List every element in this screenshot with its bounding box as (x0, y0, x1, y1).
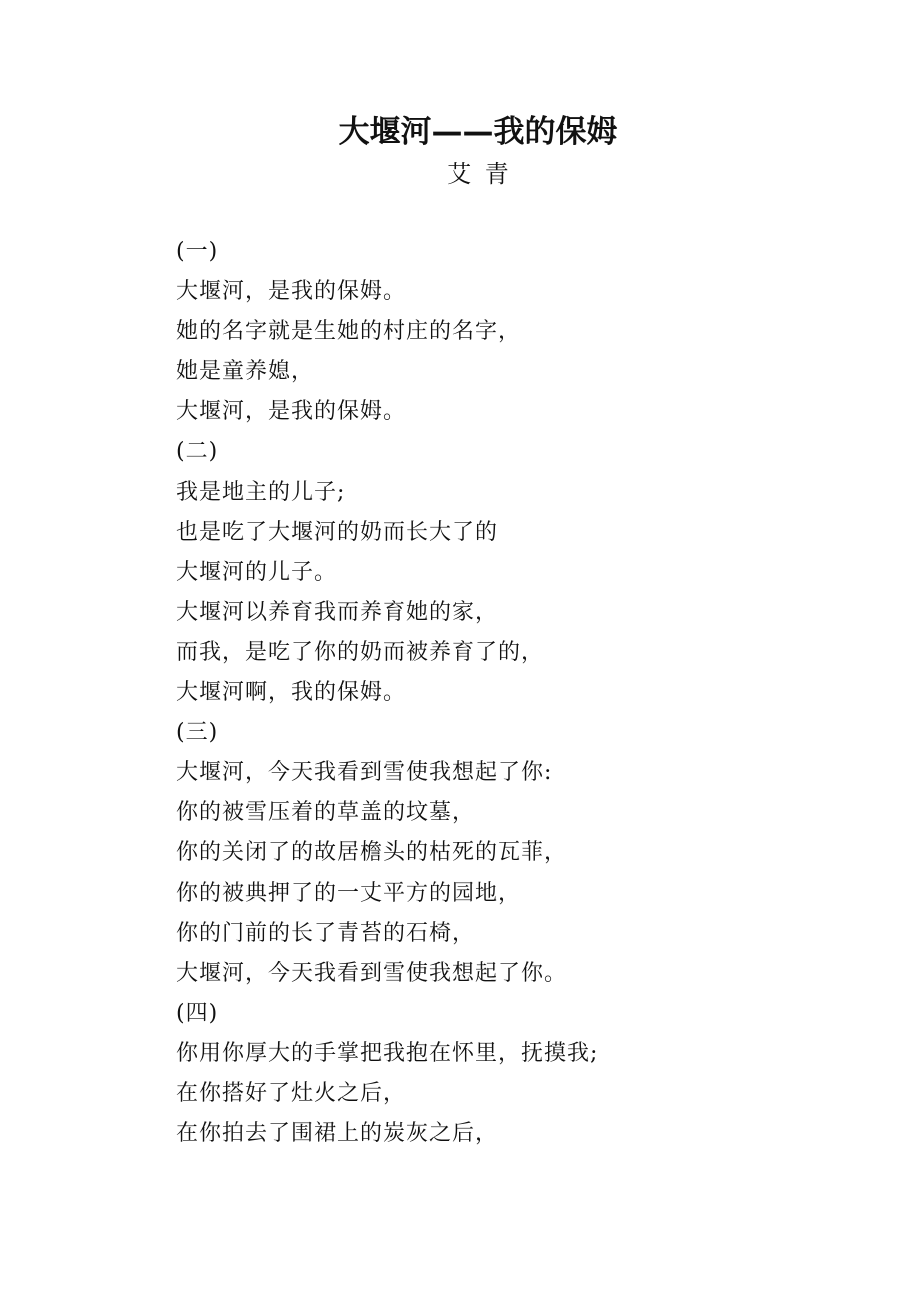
poem-line: 她是童养媳， (176, 359, 315, 385)
poem-line: 你的门前的长了青苔的石椅， (176, 920, 476, 946)
poem-line: 你的关闭了的故居檐头的枯死的瓦菲， (176, 840, 568, 866)
section-heading: (二) (176, 439, 219, 465)
poem-line: 大堰河啊，我的保姆。 (176, 680, 407, 706)
section-heading: (三) (176, 720, 219, 746)
poem-line: 大堰河，是我的保姆。 (176, 279, 407, 305)
poem-line: 你用你厚大的手掌把我抱在怀里，抚摸我; (176, 1040, 599, 1066)
section-heading: (一) (176, 239, 219, 264)
poem-line: 我是地主的儿子; (176, 479, 346, 505)
poem-line: 大堰河，今天我看到雪使我想起了你: (176, 760, 553, 786)
poem-author: 艾 青 (447, 160, 509, 188)
poem-line: 大堰河的儿子。 (176, 559, 338, 585)
poem-line: 大堰河，是我的保姆。 (176, 399, 407, 425)
poem-line: 大堰河，今天我看到雪使我想起了你。 (176, 960, 568, 986)
poem-title: 大堰河——我的保姆 (338, 114, 618, 150)
poem-line: 你的被雪压着的草盖的坟墓， (176, 800, 476, 826)
section-heading: (四) (176, 1000, 219, 1026)
poem-line: 你的被典押了的一丈平方的园地， (176, 880, 522, 906)
poem-line: 而我，是吃了你的奶而被养育了的， (176, 639, 545, 665)
poem-line: 大堰河以养育我而养育她的家， (176, 599, 499, 625)
poem-line: 她的名字就是生她的村庄的名字， (176, 319, 522, 345)
poem-line: 也是吃了大堰河的奶而长大了的 (176, 519, 499, 545)
poem-line: 在你搭好了灶火之后， (176, 1080, 407, 1106)
poem-line: 在你拍去了围裙上的炭灰之后， (176, 1121, 499, 1147)
poem-body (176, 232, 876, 1154)
